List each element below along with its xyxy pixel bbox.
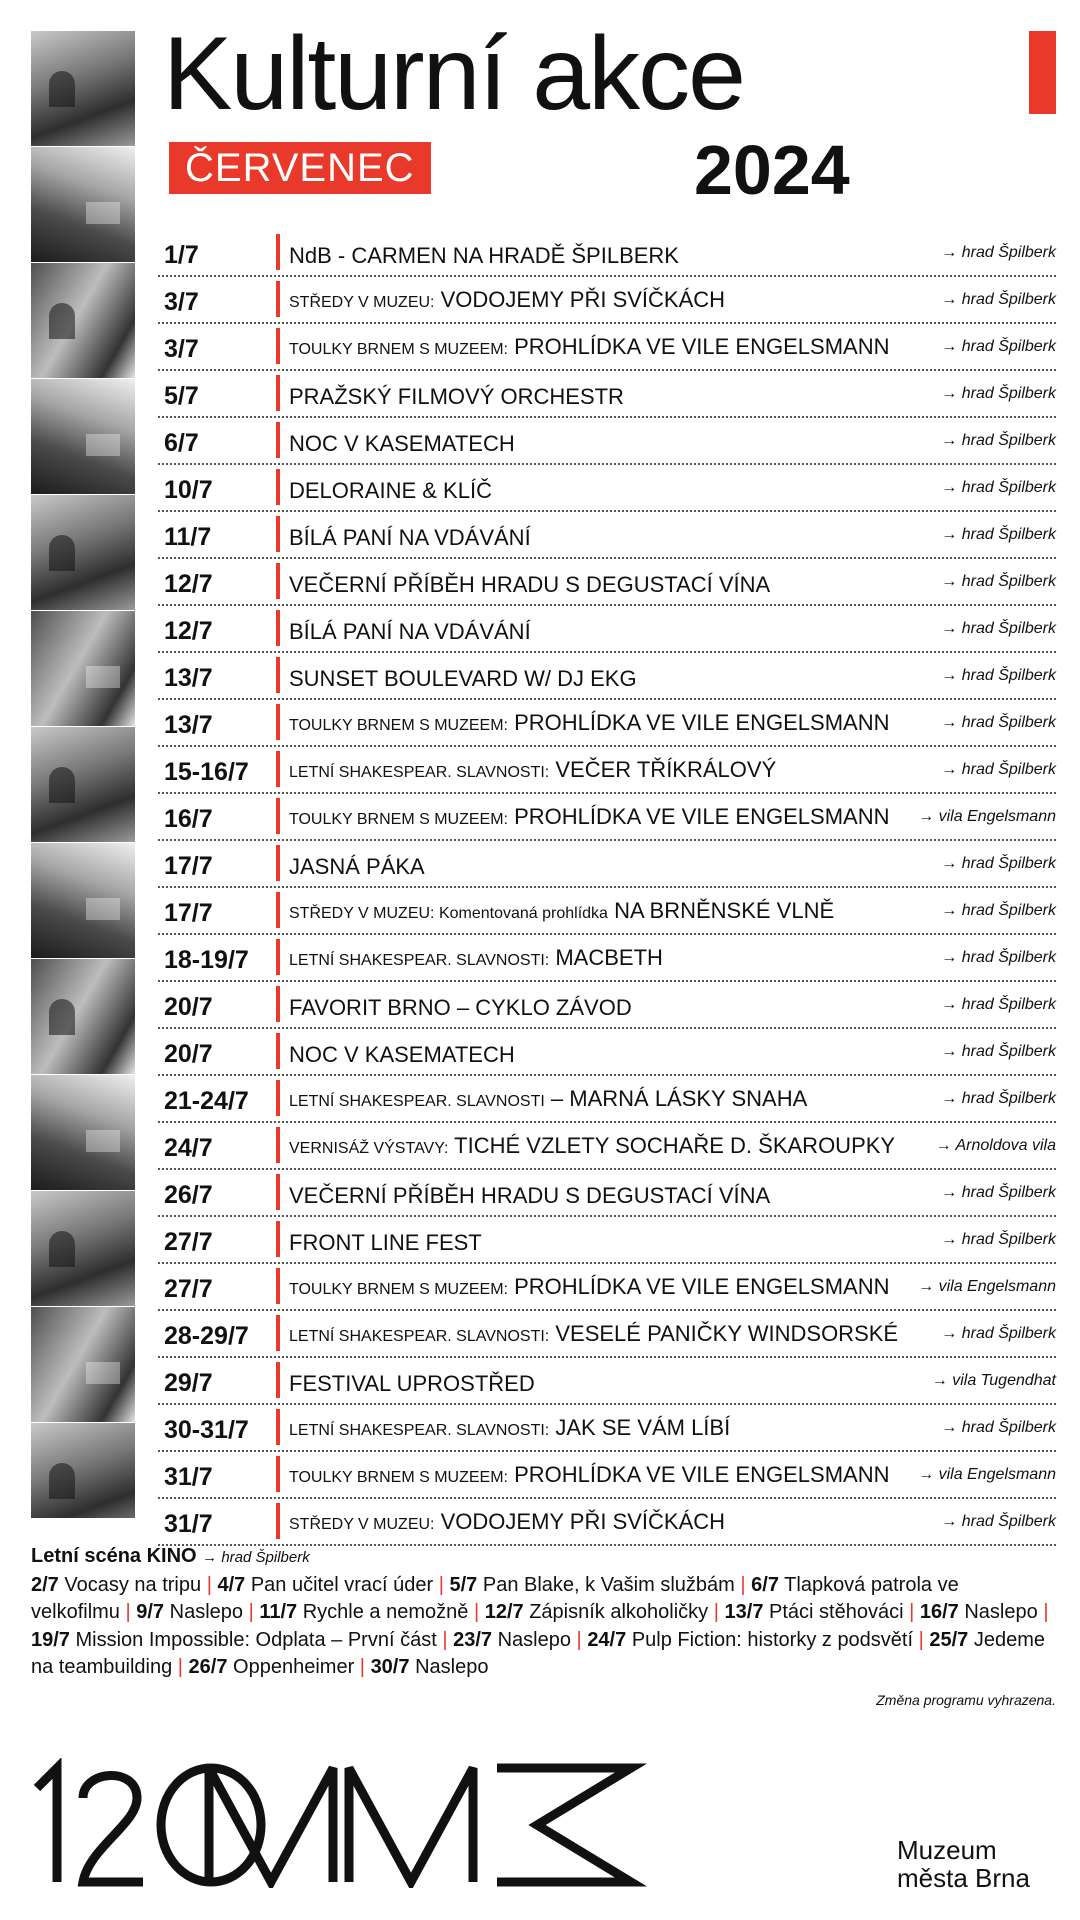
event-marker [276,1033,280,1069]
photo-tile [31,727,135,843]
event-marker [276,281,280,317]
event-name: TICHÉ VZLETY SOCHAŘE D. ŠKAROUPKY [454,1133,896,1158]
event-date: 3/7 [164,335,199,363]
event-name: BÍLÁ PANÍ NA VDÁVÁNÍ [289,525,531,550]
photo-tile [31,1075,135,1191]
kino-film: Vocasy na tripu [64,1573,202,1596]
event-date: 11/7 [164,523,212,551]
photo-tile [31,147,135,263]
museum-name-line1: Muzeum [897,1835,997,1865]
kino-separator: | [206,1573,212,1596]
kino-film: Naslepo [415,1656,489,1678]
event-row [158,1499,1056,1546]
event-date: 5/7 [164,382,199,410]
kino-title: Letní scéna KINO [31,1545,197,1567]
event-date: 12/7 [164,570,213,598]
event-title [289,431,515,457]
event-prefix: VERNISÁŽ VÝSTAVY: [289,1140,449,1157]
event-title [289,384,624,410]
event-venue: → hrad Špilberk [941,479,1056,496]
event-name: VEČERNÍ PŘÍBĚH HRADU S DEGUSTACÍ VÍNA [289,572,771,597]
event-marker [276,845,280,881]
event-name: MACBETH [555,945,663,970]
event-venue: → hrad Špilberk [941,526,1056,543]
event-title [289,1274,889,1303]
event-row [158,1123,1056,1170]
kino-separator: | [576,1628,582,1651]
event-prefix: LETNÍ SHAKESPEAR. SLAVNOSTI: [289,952,550,969]
event-date: 27/7 [164,1228,213,1256]
event-title [289,1086,807,1115]
kino-header [31,1543,1051,1572]
event-title [289,478,492,504]
kino-screening [31,1574,201,1596]
photo-tile [31,495,135,611]
kino-day: 6/7 [751,1573,779,1596]
kino-screening [485,1601,708,1623]
event-date: 26/7 [164,1181,213,1209]
kino-screening [31,1629,437,1651]
event-venue: → hrad Špilberk [941,902,1056,919]
event-row [158,230,1056,277]
event-row [158,465,1056,512]
event-prefix: TOULKY BRNEM S MUZEEM: [289,717,508,734]
event-prefix: TOULKY BRNEM S MUZEEM: [289,1469,508,1486]
event-title [289,334,889,363]
kino-day: 19/7 [31,1628,70,1651]
event-row [158,794,1056,841]
event-row [158,1170,1056,1217]
event-title [289,995,632,1021]
kino-separator: | [473,1601,480,1623]
kino-separator: | [248,1601,254,1623]
kino-film: Tlapková patrola ve velkofilmu [31,1573,959,1623]
event-name: NOC V KASEMATECH [289,431,515,456]
kino-day: 23/7 [453,1628,493,1651]
event-prefix: STŘEDY V MUZEU: Komentovaná prohlídka [289,905,608,922]
event-venue: → hrad Špilberk [941,1513,1056,1530]
kino-film: Pulp Fiction: historky z podsvětí [631,1628,914,1651]
kino-day: 13/7 [724,1601,764,1623]
event-row [158,747,1056,794]
event-title [289,666,637,692]
event-name: VEČERNÍ PŘÍBĚH HRADU S DEGUSTACÍ VÍNA [289,1183,771,1208]
event-date: 12/7 [164,617,213,645]
event-row [158,935,1056,982]
event-name: PRAŽSKÝ FILMOVÝ ORCHESTR [289,384,624,409]
event-venue: → hrad Špilberk [941,1325,1056,1342]
event-venue: → vila Engelsmann [918,1278,1056,1295]
kino-section [31,1543,1051,1682]
event-title [289,1509,725,1538]
event-date: 31/7 [164,1510,213,1538]
event-date: 18-19/7 [164,946,249,974]
month-badge: ČERVENEC [169,142,431,194]
event-marker [276,234,280,270]
event-name: JASNÁ PÁKA [289,854,425,879]
event-marker [276,1080,280,1116]
kino-film: Naslepo [169,1601,244,1623]
event-marker [276,1456,280,1492]
event-date: 24/7 [164,1134,213,1162]
kino-day: 4/7 [217,1573,246,1596]
event-name: VEČER TŘÍKRÁLOVÝ [555,757,777,782]
kino-screening [259,1601,468,1623]
photo-tile [31,31,135,147]
event-title [289,710,889,739]
event-row [158,371,1056,418]
event-name: PROHLÍDKA VE VILE ENGELSMANN [514,334,890,359]
kino-day: 26/7 [188,1656,228,1678]
photo-tile [31,1307,135,1423]
kino-film: Mission Impossible: Odplata – První část [75,1628,437,1651]
event-date: 3/7 [164,288,199,316]
kino-screening [587,1629,913,1651]
event-venue: → hrad Špilberk [941,432,1056,449]
kino-separator: | [909,1601,915,1623]
event-name: DELORAINE & KLÍČ [289,478,492,503]
kino-film: Oppenheimer [233,1656,355,1678]
kino-separator: | [125,1601,131,1623]
event-title [289,1371,535,1397]
kino-film: Ptáci stěhováci [769,1601,904,1623]
event-list [158,230,1056,1546]
event-name: – MARNÁ LÁSKY SNAHA [550,1086,808,1111]
kino-separator: | [918,1628,924,1651]
event-venue: → hrad Špilberk [941,244,1056,261]
event-date: 28-29/7 [164,1322,249,1350]
event-row [158,1358,1056,1405]
event-venue: → hrad Špilberk [941,1043,1056,1060]
event-title [289,898,834,927]
kino-film: Jedeme na teambuilding [31,1628,1046,1678]
event-date: 10/7 [164,476,213,504]
event-prefix: TOULKY BRNEM S MUZEEM: [289,811,508,828]
event-venue: → hrad Špilberk [941,855,1056,872]
event-date: 20/7 [164,1040,213,1068]
event-venue: → hrad Špilberk [941,1184,1056,1201]
event-marker [276,892,280,928]
kino-screening [920,1601,1038,1623]
event-venue: → vila Tugendhat [931,1372,1056,1389]
kino-film: Naslepo [497,1628,571,1651]
kino-day: 11/7 [259,1601,298,1623]
event-date: 21-24/7 [164,1087,249,1115]
event-row [158,1311,1056,1358]
event-marker [276,422,280,458]
kino-separator: | [740,1573,746,1596]
event-prefix: STŘEDY V MUZEU: [289,1516,435,1533]
photo-tile [31,611,135,727]
event-title [289,525,531,551]
page-title: Kulturní akce [163,16,744,132]
event-venue: → vila Engelsmann [918,1466,1056,1483]
event-row [158,841,1056,888]
event-title [289,757,776,786]
event-name: PROHLÍDKA VE VILE ENGELSMANN [514,804,890,829]
year-label: 2024 [694,131,850,209]
event-name: NA BRNĚNSKÉ VLNĚ [614,898,835,923]
event-venue: → hrad Špilberk [941,949,1056,966]
event-date: 16/7 [164,805,213,833]
kino-film: Pan Blake, k Vašim službám [482,1573,735,1596]
event-title [289,804,889,833]
event-row [158,1452,1056,1499]
event-date: 13/7 [164,664,213,692]
event-name: NOC V KASEMATECH [289,1042,515,1067]
event-row [158,277,1056,324]
event-venue: → vila Engelsmann [918,808,1056,825]
event-row [158,1029,1056,1076]
event-prefix: LETNÍ SHAKESPEAR. SLAVNOSTI: [289,764,550,781]
event-title [289,1133,895,1162]
event-name: PROHLÍDKA VE VILE ENGELSMANN [514,1462,890,1487]
event-name: PROHLÍDKA VE VILE ENGELSMANN [514,710,890,735]
kino-day: 9/7 [136,1601,165,1623]
event-date: 20/7 [164,993,213,1021]
kino-separator: | [713,1601,719,1623]
event-title [289,619,531,645]
photo-tile [31,959,135,1075]
event-venue: → Arnoldova vila [935,1137,1056,1154]
event-row [158,1217,1056,1264]
event-row [158,982,1056,1029]
event-row [158,1076,1056,1123]
event-row [158,324,1056,371]
event-date: 29/7 [164,1369,213,1397]
event-title [289,1230,482,1256]
kino-day: 30/7 [370,1656,410,1678]
event-marker [276,516,280,552]
event-prefix: LETNÍ SHAKESPEAR. SLAVNOSTI: [289,1328,550,1345]
museum-logo [31,1758,651,1893]
photo-tile [31,1191,135,1307]
event-title [289,243,679,269]
event-title [289,572,770,598]
event-marker [276,610,280,646]
event-marker [276,375,280,411]
event-venue: → hrad Špilberk [941,620,1056,637]
kino-separator: | [442,1628,448,1651]
event-date: 17/7 [164,899,213,927]
event-name: PROHLÍDKA VE VILE ENGELSMANN [514,1274,890,1299]
kino-screening [371,1656,489,1678]
kino-screening [189,1656,355,1678]
event-date: 15-16/7 [164,758,249,786]
event-date: 17/7 [164,852,213,880]
photo-strip [31,31,135,1518]
event-marker [276,798,280,834]
event-marker [276,1221,280,1257]
event-name: FRONT LINE FEST [289,1230,482,1255]
event-row [158,418,1056,465]
kino-film: Rychle a nemožně [302,1601,469,1623]
photo-tile [31,379,135,495]
event-venue: → hrad Špilberk [941,291,1056,308]
event-name: NdB - CARMEN NA HRADĚ ŠPILBERK [289,243,679,268]
event-venue: → hrad Špilberk [941,385,1056,402]
event-row [158,888,1056,935]
event-marker [276,469,280,505]
event-marker [276,1503,280,1539]
kino-screening [725,1601,904,1623]
event-row [158,653,1056,700]
event-marker [276,657,280,693]
corner-accent-bar [1029,31,1056,114]
event-marker [276,328,280,364]
event-date: 13/7 [164,711,213,739]
event-prefix: LETNÍ SHAKESPEAR. SLAVNOSTI: [289,1422,550,1439]
kino-day: 25/7 [929,1628,969,1651]
event-venue: → hrad Špilberk [941,667,1056,684]
event-name: VODOJEMY PŘI SVÍČKÁCH [440,1509,726,1534]
kino-separator: | [438,1573,444,1596]
event-row [158,700,1056,747]
event-prefix: STŘEDY V MUZEU: [289,294,435,311]
kino-screening [136,1601,243,1623]
event-title [289,1415,730,1444]
event-venue: → hrad Špilberk [941,338,1056,355]
kino-film: Pan učitel vrací úder [250,1573,434,1596]
event-venue: → hrad Špilberk [941,996,1056,1013]
kino-day: 16/7 [919,1601,959,1623]
event-marker [276,1409,280,1445]
event-row [158,559,1056,606]
event-date: 31/7 [164,1463,213,1491]
event-venue: → hrad Špilberk [941,1231,1056,1248]
event-name: FAVORIT BRNO – CYKLO ZÁVOD [289,995,632,1020]
event-name: VODOJEMY PŘI SVÍČKÁCH [440,287,726,312]
kino-film: Zápisník alkoholičky [529,1601,709,1623]
event-prefix: TOULKY BRNEM S MUZEEM: [289,341,508,358]
event-title [289,1042,515,1068]
event-title [289,1321,898,1350]
event-marker [276,939,280,975]
event-venue: → hrad Špilberk [941,714,1056,731]
kino-day: 24/7 [587,1628,627,1651]
disclaimer: Změna programu vyhrazena. [876,1692,1056,1708]
kino-film: Naslepo [964,1601,1038,1623]
event-title [289,945,663,974]
kino-day: 2/7 [31,1573,59,1596]
event-prefix: LETNÍ SHAKESPEAR. SLAVNOSTI [289,1093,545,1110]
event-date: 1/7 [164,241,199,269]
event-marker [276,1362,280,1398]
event-marker [276,1315,280,1351]
event-title [289,1183,770,1209]
event-date: 6/7 [164,429,199,457]
event-name: JAK SE VÁM LÍBÍ [555,1415,731,1440]
event-title [289,854,425,880]
kino-day: 12/7 [484,1601,524,1623]
event-name: VESELÉ PANIČKY WINDSORSKÉ [555,1321,899,1346]
event-title [289,1462,889,1491]
event-marker [276,1127,280,1163]
museum-name [897,1836,1030,1892]
event-venue: → hrad Špilberk [941,761,1056,778]
event-row [158,512,1056,559]
event-marker [276,1268,280,1304]
photo-tile [31,1423,135,1518]
kino-day: 5/7 [449,1573,478,1596]
kino-venue: → hrad Špilberk [202,1549,310,1566]
event-venue: → hrad Špilberk [941,1090,1056,1107]
event-marker [276,986,280,1022]
kino-screening [217,1574,433,1596]
event-name: BÍLÁ PANÍ NA VDÁVÁNÍ [289,619,531,644]
photo-tile [31,843,135,959]
event-row [158,1264,1056,1311]
event-marker [276,563,280,599]
kino-separator: | [177,1656,183,1678]
photo-tile [31,263,135,379]
kino-screening [453,1629,571,1651]
event-marker [276,704,280,740]
event-venue: → hrad Špilberk [941,1419,1056,1436]
event-name: FESTIVAL UPROSTŘED [289,1371,535,1396]
event-venue: → hrad Špilberk [941,573,1056,590]
museum-name-line2: města Brna [897,1863,1030,1893]
kino-screening [449,1574,734,1596]
event-name: SUNSET BOULEVARD W/ DJ EKG [289,666,637,691]
kino-separator: | [359,1656,365,1678]
event-title [289,287,725,316]
event-marker [276,1174,280,1210]
event-row [158,1405,1056,1452]
event-date: 27/7 [164,1275,213,1303]
event-date: 30-31/7 [164,1416,249,1444]
event-row [158,606,1056,653]
kino-screenings [31,1572,1051,1682]
kino-separator: | [1043,1601,1049,1623]
logo-mark [31,1758,651,1888]
event-prefix: TOULKY BRNEM S MUZEEM: [289,1281,508,1298]
event-marker [276,751,280,787]
